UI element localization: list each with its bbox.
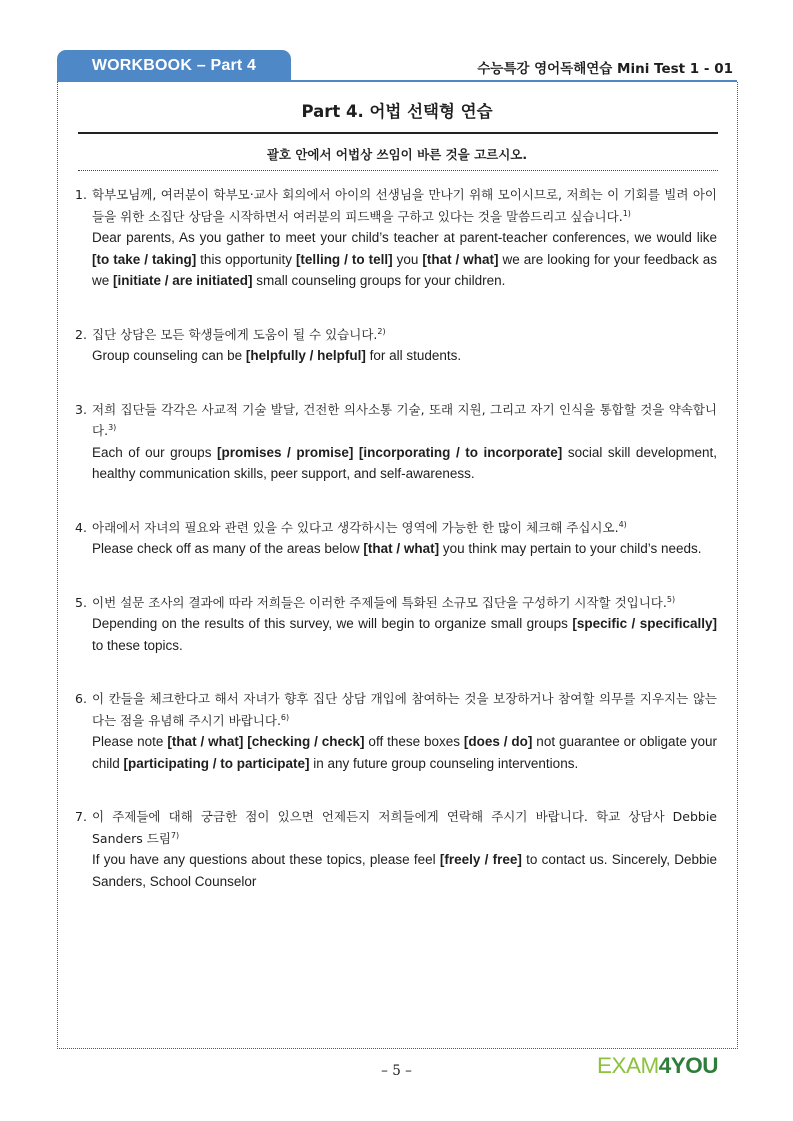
exercise-item	[75, 517, 717, 560]
english-sentence	[75, 227, 717, 292]
korean-sentence	[75, 806, 717, 849]
exercise-item	[75, 688, 717, 774]
english-text: this opportunity	[196, 251, 296, 267]
footnote-ref: 4)	[618, 519, 627, 529]
english-sentence	[75, 849, 717, 892]
english-text: Each of our groups	[92, 444, 217, 460]
exercise-item	[75, 399, 717, 485]
english-text: you think may pertain to your child’s needs.	[439, 541, 702, 556]
footnote-ref: 3)	[108, 422, 117, 432]
workbook-tab-label: WORKBOOK – Part 4	[91, 56, 257, 74]
korean-text: 집단 상담은 모든 학생들에게 도움이 될 수 있습니다.	[92, 326, 378, 342]
item-number: 5.	[75, 594, 87, 610]
exercise-item	[75, 806, 717, 892]
korean-sentence	[75, 324, 717, 346]
english-text: in any future group counseling interventions.	[309, 755, 579, 771]
korean-sentence	[75, 688, 717, 731]
english-sentence	[75, 731, 717, 774]
exercise-list	[75, 184, 717, 892]
grammar-choice: [that / what]	[422, 251, 499, 267]
page-number: – 5 –	[381, 1063, 412, 1079]
english-text: you	[392, 251, 423, 267]
exam4you-logo	[597, 1053, 718, 1079]
korean-text: 이번 설문 조사의 결과에 따라 저희들은 이러한 주제들에 특화된 소규모 집단을 구성하기 시작할 것입니다.	[92, 594, 667, 610]
grammar-choice: [to take / taking]	[92, 251, 197, 267]
grammar-choice: [checking / check]	[247, 734, 365, 749]
english-text: Dear parents, As you gather to meet your child’s teacher at parent‐teacher conferences, we would like	[92, 230, 717, 245]
footnote-ref: 7)	[170, 830, 180, 840]
grammar-choice: [freely / free]	[439, 852, 522, 867]
korean-text: 저희 집단들 각각은 사교적 기술 발달, 건전한 의사소통 기술, 또래 지원, 그리고 자기 인식을 통합할 것을 약속합니다.	[92, 401, 717, 438]
korean-text: 이 주제들에 대해 궁금한 점이 있으면 언제든지 저희들에게 연락해 주시기 바랍니다. 학교 상담사 Debbie Sanders 드림	[92, 809, 717, 846]
korean-sentence	[75, 517, 717, 539]
item-number: 7.	[75, 809, 87, 824]
grammar-choice: [participating / to participate]	[123, 755, 310, 771]
korean-text: 아래에서 자녀의 필요와 관련 있을 수 있다고 생각하시는 영역에 가능한 한 많이 체크해 주십시오.	[92, 519, 619, 535]
korean-text: 이 칸들을 체크한다고 해서 자녀가 향후 집단 상담 개입에 참여하는 것을 보장하거나 참여할 의무를 지우지는 않는다는 점을 유념해 주시기 바랍니다.	[92, 691, 717, 728]
instruction: 괄호 안에서 어법상 쓰임이 바른 것을 고르시오.	[266, 147, 528, 162]
workbook-tab	[57, 50, 291, 81]
korean-sentence	[75, 592, 717, 614]
exercise-item	[75, 324, 717, 367]
grammar-choice: [promises / promise]	[217, 444, 354, 460]
english-text: Depending on the results of this survey, we will begin to organize small groups	[92, 616, 573, 631]
grammar-choice: [incorporating / to incorporate]	[358, 444, 563, 460]
footnote-ref: 1)	[622, 208, 631, 218]
item-number: 6.	[75, 691, 87, 706]
english-text: we are looking for your feedback as we	[92, 251, 717, 288]
grammar-choice: [that / what]	[167, 734, 244, 749]
grammar-choice: [that / what]	[363, 541, 440, 556]
english-text: If you have any questions about these topics, please feel	[92, 852, 440, 867]
english-text: to these topics.	[92, 637, 183, 653]
korean-sentence	[75, 184, 717, 227]
english-text: Please note	[92, 734, 168, 749]
title-rule	[78, 132, 718, 134]
header-title: 수능특강 영어독해연습 Mini Test 1 - 01	[477, 61, 733, 77]
footnote-ref: 2)	[377, 326, 386, 336]
english-text: Group counseling can be	[92, 348, 246, 363]
grammar-choice: [telling / to tell]	[295, 251, 393, 267]
english-text: to contact us. Sincerely, Debbie Sanders, School Counselor	[92, 852, 717, 889]
exercise-item	[75, 184, 717, 292]
english-text: not guarantee or obligate your child	[92, 734, 717, 771]
item-number: 4.	[75, 519, 87, 535]
english-text: social skill development, healthy communication skills, peer support, and self‐awareness.	[92, 444, 717, 481]
english-text: for all students.	[365, 348, 462, 363]
english-sentence	[75, 538, 717, 560]
item-number: 1.	[75, 187, 87, 202]
exercise-item	[75, 592, 717, 657]
instruction-rule	[78, 170, 718, 171]
footnote-ref: 6)	[280, 712, 290, 722]
english-sentence	[75, 442, 717, 485]
item-number: 2.	[75, 326, 87, 342]
page-title: Part 4. 어법 선택형 연습	[301, 102, 493, 121]
grammar-choice: [does / do]	[463, 734, 533, 749]
grammar-choice: [helpfully / helpful]	[245, 348, 366, 363]
logo-text-4you: 4YOU	[658, 1053, 718, 1078]
item-number: 3.	[75, 401, 87, 417]
english-sentence	[75, 345, 717, 367]
korean-sentence	[75, 399, 717, 442]
english-text: Please check off as many of the areas below	[92, 541, 364, 556]
english-sentence	[75, 613, 717, 656]
korean-text: 학부모님께, 여러분이 학부모‧교사 회의에서 아이의 선생님을 만나기 위해 모이시므로, 저희는 이 기회를 빌려 아이들을 위한 소집단 상담을 시작하면서 여러분의 피드백을 구하고 있다는 것을 말씀드리고 싶습니다.	[92, 187, 717, 224]
logo-text-exam: EXAM	[596, 1053, 659, 1078]
grammar-choice: [specific / specifically]	[572, 616, 718, 631]
english-text: off these boxes	[364, 734, 464, 749]
grammar-choice: [initiate / are initiated]	[113, 273, 253, 288]
english-text: small counseling groups for your children.	[252, 273, 506, 288]
footnote-ref: 5)	[666, 594, 676, 604]
